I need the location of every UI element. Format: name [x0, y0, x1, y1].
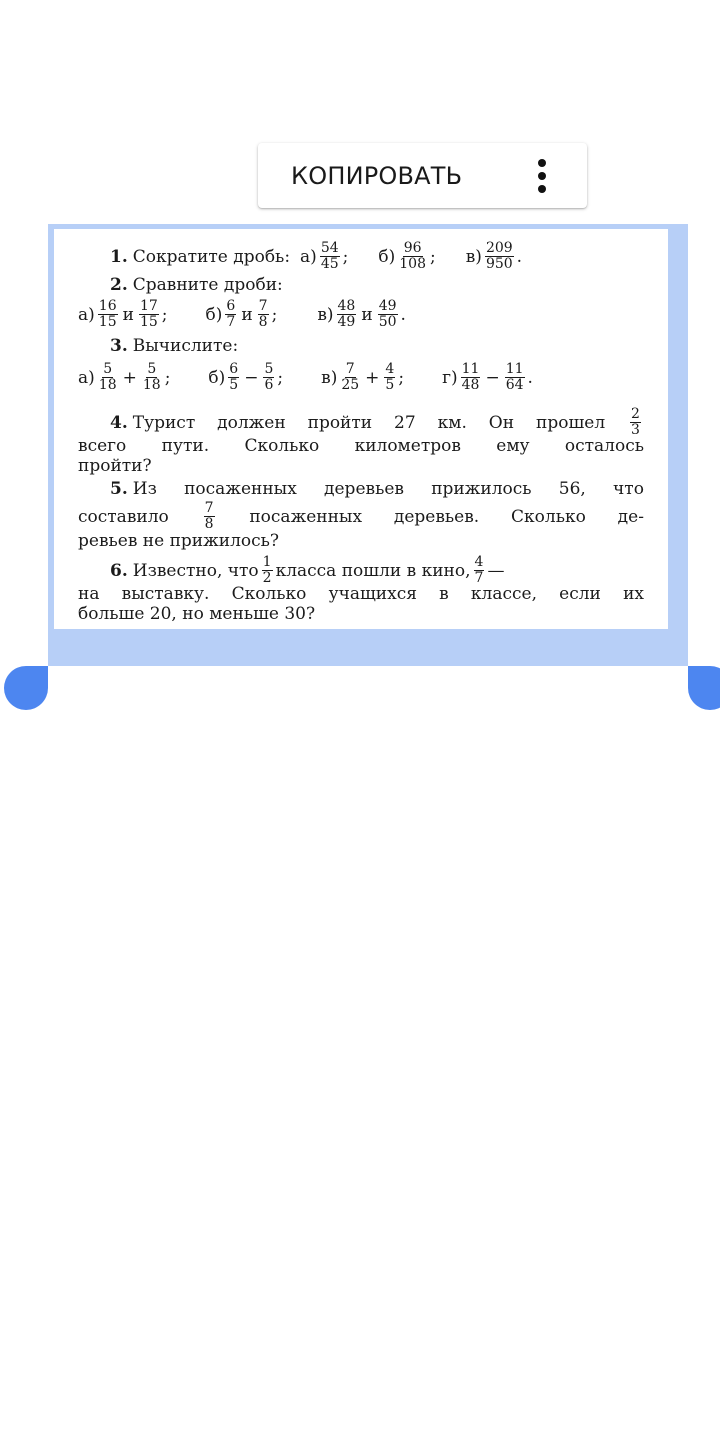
fraction: $\frac{1}{2}$	[262, 554, 272, 586]
selection-toolbar	[258, 143, 587, 208]
task-4-line-2: всего пути. Сколько километров ему осталось	[78, 436, 644, 456]
task-5-line-1: 5. Из посаженных деревьев прижилось 56, что	[110, 479, 644, 499]
fraction: $\frac{5}{18}$	[98, 361, 117, 393]
fraction: $\frac{2}{3}$	[631, 406, 640, 438]
fraction: $\frac{11}{64}$	[505, 361, 524, 393]
selection-handle-start[interactable]	[4, 666, 48, 710]
fraction: $\frac{6}{5}$	[229, 361, 239, 393]
fraction: $\frac{48}{49}$	[337, 298, 356, 330]
task-5-line-2: составило $\frac{7}{8}$ посаженных деревьев. Сколько де-	[78, 500, 644, 532]
fraction: $\frac{4}{7}$	[474, 554, 484, 586]
more-vert-icon	[538, 159, 546, 193]
task-1-line: 1. Сократите дробь: а) $\frac{54}{45}$ ; б) $\frac{96}{108}$ ; в) $\frac{209}{950}$ .	[110, 240, 523, 272]
task-2-items: а) $\frac{16}{15}$ и $\frac{17}{15}$ ; б) $\frac{6}{7}$ и $\frac{7}{8}$ ; в) $\frac{48}{49}$ и $\frac{49}{50}$ .	[78, 298, 406, 330]
task-4-line-3: пройти?	[78, 456, 152, 476]
task-6-line-3: больше 20, но меньше 30?	[78, 604, 316, 624]
fraction: $\frac{5}{18}$	[142, 361, 161, 393]
task-4-line-1: 4. Турист должен пройти 27 км. Он прошел $\frac{2}{3}$	[110, 406, 640, 438]
fraction: $\frac{96}{108}$	[399, 240, 426, 272]
selection-handle-end[interactable]	[688, 666, 720, 710]
fraction: $\frac{11}{48}$	[461, 361, 480, 393]
scanned-textbook-image	[54, 229, 668, 629]
fraction: $\frac{6}{7}$	[226, 298, 236, 330]
task-3-items: а) $\frac{5}{18}$ + $\frac{5}{18}$ ; б) $\frac{6}{5}$ − $\frac{5}{6}$ ; в) $\frac{7}{25}$ + $\frac{4}{5}$ ; г) $\frac{11}{48}$ − $\frac{11}{64}$ .	[78, 361, 533, 393]
task-2-title: 2. Сравните дроби:	[110, 275, 283, 295]
fraction: $\frac{4}{5}$	[385, 361, 395, 393]
fraction: $\frac{49}{50}$	[378, 298, 397, 330]
fraction: $\frac{54}{45}$	[320, 240, 339, 272]
fraction: $\frac{7}{8}$	[258, 298, 268, 330]
fraction: $\frac{16}{15}$	[98, 298, 117, 330]
fraction: $\frac{7}{25}$	[341, 361, 360, 393]
more-options-button[interactable]	[497, 143, 587, 208]
copy-button[interactable]: КОПИРОВАТЬ	[291, 161, 463, 190]
fraction: $\frac{5}{6}$	[264, 361, 274, 393]
fraction: $\frac{209}{950}$	[485, 240, 513, 272]
task-6-line-1: 6. Известно, что $\frac{1}{2}$ класса пошли в кино, $\frac{4}{7}$ —	[110, 554, 505, 586]
task-6-line-2: на выставку. Сколько учащихся в классе, если их	[78, 584, 644, 604]
fraction: $\frac{17}{15}$	[139, 298, 158, 330]
fraction: $\frac{7}{8}$	[204, 500, 214, 532]
task-5-line-3: ревьев не прижилось?	[78, 531, 280, 551]
task-3-title: 3. Вычислите:	[110, 336, 239, 356]
